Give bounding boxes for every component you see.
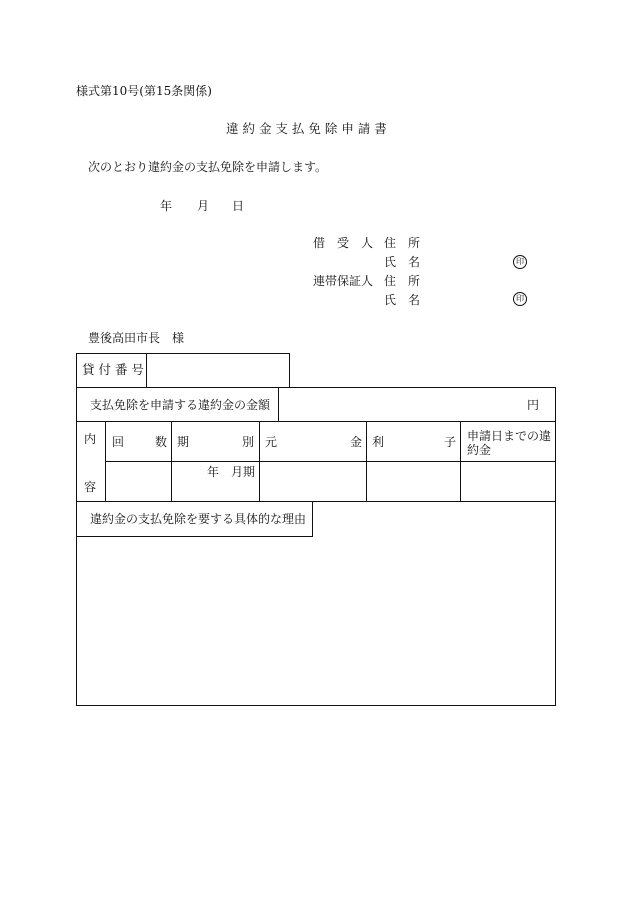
borrower-name-label: 氏 名 [384, 255, 421, 269]
principal-header-a: 元 [265, 435, 278, 449]
guarantor-name-label: 氏 名 [384, 293, 421, 307]
content-label-bottom: 容 [84, 480, 97, 494]
table-line [76, 501, 556, 502]
borrower-seal-icon: 印 [513, 255, 527, 269]
interest-header-b: 子 [444, 435, 457, 449]
guarantor-seal-icon: 印 [513, 292, 527, 306]
period-header-a: 期 [177, 435, 190, 449]
yen-unit: 円 [527, 398, 540, 412]
penalty-value-field[interactable] [461, 462, 555, 501]
table-line [76, 421, 556, 422]
penalty-header-line2: 約金 [467, 443, 492, 457]
guarantor-label: 連帯保証人 [313, 274, 374, 288]
date-month-label: 月 [197, 199, 210, 213]
document-title: 違 約 金 支 払 免 除 申 請 書 [226, 121, 387, 136]
interest-value-field[interactable] [367, 462, 460, 501]
count-value-field[interactable] [106, 462, 171, 501]
content-label-top: 内 [84, 432, 97, 446]
intro-text: 次のとおり違約金の支払免除を申請します。 [88, 160, 328, 174]
loan-number-label: 貸 付 番 号 [82, 362, 144, 377]
date-year-label: 年 [160, 199, 173, 213]
penalty-header-line1: 申請日までの違 [467, 429, 552, 443]
principal-value-field[interactable] [260, 462, 366, 501]
table-line [312, 501, 313, 537]
loan-number-field[interactable] [147, 354, 289, 387]
table-line [289, 353, 290, 387]
borrower-address-label: 住 所 [384, 236, 421, 250]
principal-header-b: 金 [350, 435, 363, 449]
form-number: 様式第10号(第15条関係) [76, 84, 212, 98]
reason-label: 違約金の支払免除を要する具体的な理由 [90, 512, 307, 526]
count-header-b: 数 [155, 435, 168, 449]
addressee: 豊後高田市長 様 [88, 331, 185, 345]
table-line [555, 387, 556, 705]
reason-text-area[interactable] [77, 537, 555, 705]
exempt-amount-field[interactable] [279, 388, 519, 421]
guarantor-address-label: 住 所 [384, 274, 421, 288]
period-header-b: 別 [242, 435, 255, 449]
exempt-amount-label: 支払免除を申請する違約金の金額 [90, 398, 271, 412]
period-value[interactable]: 年 月期 [207, 465, 256, 479]
interest-header-a: 利 [372, 435, 385, 449]
date-day-label: 日 [232, 199, 245, 213]
table-line [76, 705, 556, 706]
borrower-label: 借 受 人 [313, 236, 374, 250]
count-header-a: 回 [112, 435, 125, 449]
